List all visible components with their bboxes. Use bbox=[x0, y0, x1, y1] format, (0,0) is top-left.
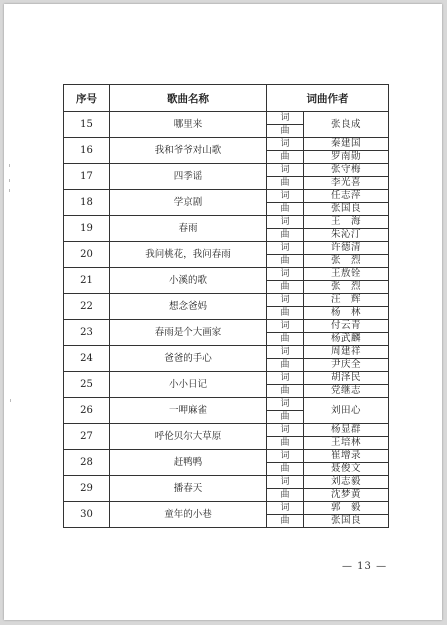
lyricist-name: 杨显群 bbox=[304, 424, 389, 437]
table-row bbox=[64, 216, 389, 229]
lyricist-name: 崔增录 bbox=[304, 450, 389, 463]
composer-name: 沈梦黄 bbox=[304, 489, 389, 502]
lyricist-role-label: 词 bbox=[267, 476, 304, 489]
composer-name: 尹庆全 bbox=[304, 359, 389, 372]
song-number: 16 bbox=[64, 138, 110, 164]
lyricist-name: 周建祥 bbox=[304, 346, 389, 359]
binding-mark bbox=[9, 164, 10, 167]
composer-role-label: 曲 bbox=[267, 359, 304, 372]
lyricist-name: 许德清 bbox=[304, 242, 389, 255]
song-title: 童年的小巷 bbox=[110, 502, 267, 528]
table-row bbox=[64, 242, 389, 255]
lyricist-name: 王 海 bbox=[304, 216, 389, 229]
composer-role-label: 曲 bbox=[267, 203, 304, 216]
page-number: — 13 — bbox=[342, 561, 388, 572]
lyricist-role-label: 词 bbox=[267, 112, 304, 125]
composer-role-label: 曲 bbox=[267, 385, 304, 398]
lyricist-name: 张守梅 bbox=[304, 164, 389, 177]
song-number: 26 bbox=[64, 398, 110, 424]
table-row bbox=[64, 398, 389, 411]
song-number: 30 bbox=[64, 502, 110, 528]
song-title: 春雨是个大画家 bbox=[110, 320, 267, 346]
header-song-title: 歌曲名称 bbox=[110, 85, 267, 112]
song-title: 我问桃花，我问春雨 bbox=[110, 242, 267, 268]
composer-name: 聂俊文 bbox=[304, 463, 389, 476]
composer-name: 张 烈 bbox=[304, 255, 389, 268]
lyricist-role-label: 词 bbox=[267, 424, 304, 437]
lyricist-composer-name: 刘田心 bbox=[304, 398, 389, 424]
composer-name: 张 烈 bbox=[304, 281, 389, 294]
header-number: 序号 bbox=[64, 85, 110, 112]
table-row bbox=[64, 164, 389, 177]
header-authors: 词曲作者 bbox=[267, 85, 389, 112]
table-row bbox=[64, 294, 389, 307]
composer-role-label: 曲 bbox=[267, 151, 304, 164]
lyricist-name: 任志萍 bbox=[304, 190, 389, 203]
lyricist-role-label: 词 bbox=[267, 398, 304, 411]
song-title: 学京剧 bbox=[110, 190, 267, 216]
lyricist-role-label: 词 bbox=[267, 450, 304, 463]
composer-name: 朱沁汀 bbox=[304, 229, 389, 242]
table-row bbox=[64, 502, 389, 515]
lyricist-name: 刘志毅 bbox=[304, 476, 389, 489]
song-number: 28 bbox=[64, 450, 110, 476]
song-title: 爸爸的手心 bbox=[110, 346, 267, 372]
song-title: 呼伦贝尔大草原 bbox=[110, 424, 267, 450]
composer-role-label: 曲 bbox=[267, 125, 304, 138]
lyricist-role-label: 词 bbox=[267, 294, 304, 307]
song-number: 19 bbox=[64, 216, 110, 242]
composer-role-label: 曲 bbox=[267, 281, 304, 294]
lyricist-name: 王敖铨 bbox=[304, 268, 389, 281]
composer-name: 王培林 bbox=[304, 437, 389, 450]
table-row bbox=[64, 424, 389, 437]
lyricist-role-label: 词 bbox=[267, 138, 304, 151]
lyricist-name: 郭 毅 bbox=[304, 502, 389, 515]
table-header-row bbox=[64, 85, 389, 112]
composer-role-label: 曲 bbox=[267, 229, 304, 242]
composer-name: 杨武麟 bbox=[304, 333, 389, 346]
song-title: 赶鸭鸭 bbox=[110, 450, 267, 476]
table-row bbox=[64, 112, 389, 125]
song-number: 17 bbox=[64, 164, 110, 190]
song-number: 21 bbox=[64, 268, 110, 294]
song-title: 一呷麻雀 bbox=[110, 398, 267, 424]
lyricist-role-label: 词 bbox=[267, 190, 304, 203]
composer-name: 张国良 bbox=[304, 203, 389, 216]
lyricist-name: 汪 辉 bbox=[304, 294, 389, 307]
composer-role-label: 曲 bbox=[267, 515, 304, 528]
song-number: 27 bbox=[64, 424, 110, 450]
lyricist-name: 胡泽民 bbox=[304, 372, 389, 385]
composer-name: 罗南勋 bbox=[304, 151, 389, 164]
table-row bbox=[64, 372, 389, 385]
binding-mark bbox=[9, 179, 10, 182]
song-title: 播春天 bbox=[110, 476, 267, 502]
lyricist-name: 秦建国 bbox=[304, 138, 389, 151]
song-number: 20 bbox=[64, 242, 110, 268]
lyricist-composer-name: 张良成 bbox=[304, 112, 389, 138]
composer-name: 杨 林 bbox=[304, 307, 389, 320]
lyricist-name: 付云青 bbox=[304, 320, 389, 333]
composer-role-label: 曲 bbox=[267, 463, 304, 476]
composer-role-label: 曲 bbox=[267, 255, 304, 268]
composer-role-label: 曲 bbox=[267, 411, 304, 424]
table-row bbox=[64, 268, 389, 281]
composer-role-label: 曲 bbox=[267, 333, 304, 346]
table-row bbox=[64, 450, 389, 463]
lyricist-role-label: 词 bbox=[267, 164, 304, 177]
composer-role-label: 曲 bbox=[267, 489, 304, 502]
composer-name: 党继志 bbox=[304, 385, 389, 398]
song-title: 哪里来 bbox=[110, 112, 267, 138]
lyricist-role-label: 词 bbox=[267, 242, 304, 255]
song-number: 25 bbox=[64, 372, 110, 398]
lyricist-role-label: 词 bbox=[267, 372, 304, 385]
table-body bbox=[64, 112, 389, 528]
song-number: 23 bbox=[64, 320, 110, 346]
lyricist-role-label: 词 bbox=[267, 502, 304, 515]
song-title: 我和爷爷对山歌 bbox=[110, 138, 267, 164]
binding-mark bbox=[9, 189, 10, 192]
composer-role-label: 曲 bbox=[267, 307, 304, 320]
table-row bbox=[64, 476, 389, 489]
document-page bbox=[4, 4, 442, 620]
composer-role-label: 曲 bbox=[267, 177, 304, 190]
composer-name: 张国良 bbox=[304, 515, 389, 528]
composer-name: 李光喜 bbox=[304, 177, 389, 190]
song-title: 四季谣 bbox=[110, 164, 267, 190]
table-row bbox=[64, 346, 389, 359]
song-title: 想念爸妈 bbox=[110, 294, 267, 320]
lyricist-role-label: 词 bbox=[267, 320, 304, 333]
composer-role-label: 曲 bbox=[267, 437, 304, 450]
song-number: 15 bbox=[64, 112, 110, 138]
table-row bbox=[64, 138, 389, 151]
song-title: 小小日记 bbox=[110, 372, 267, 398]
binding-mark bbox=[10, 399, 11, 402]
lyricist-role-label: 词 bbox=[267, 268, 304, 281]
song-number: 22 bbox=[64, 294, 110, 320]
table-row bbox=[64, 190, 389, 203]
lyricist-role-label: 词 bbox=[267, 346, 304, 359]
song-title: 春雨 bbox=[110, 216, 267, 242]
lyricist-role-label: 词 bbox=[267, 216, 304, 229]
table-row bbox=[64, 320, 389, 333]
song-number: 18 bbox=[64, 190, 110, 216]
songs-table bbox=[63, 84, 389, 528]
song-title: 小溪的歌 bbox=[110, 268, 267, 294]
song-number: 29 bbox=[64, 476, 110, 502]
song-number: 24 bbox=[64, 346, 110, 372]
